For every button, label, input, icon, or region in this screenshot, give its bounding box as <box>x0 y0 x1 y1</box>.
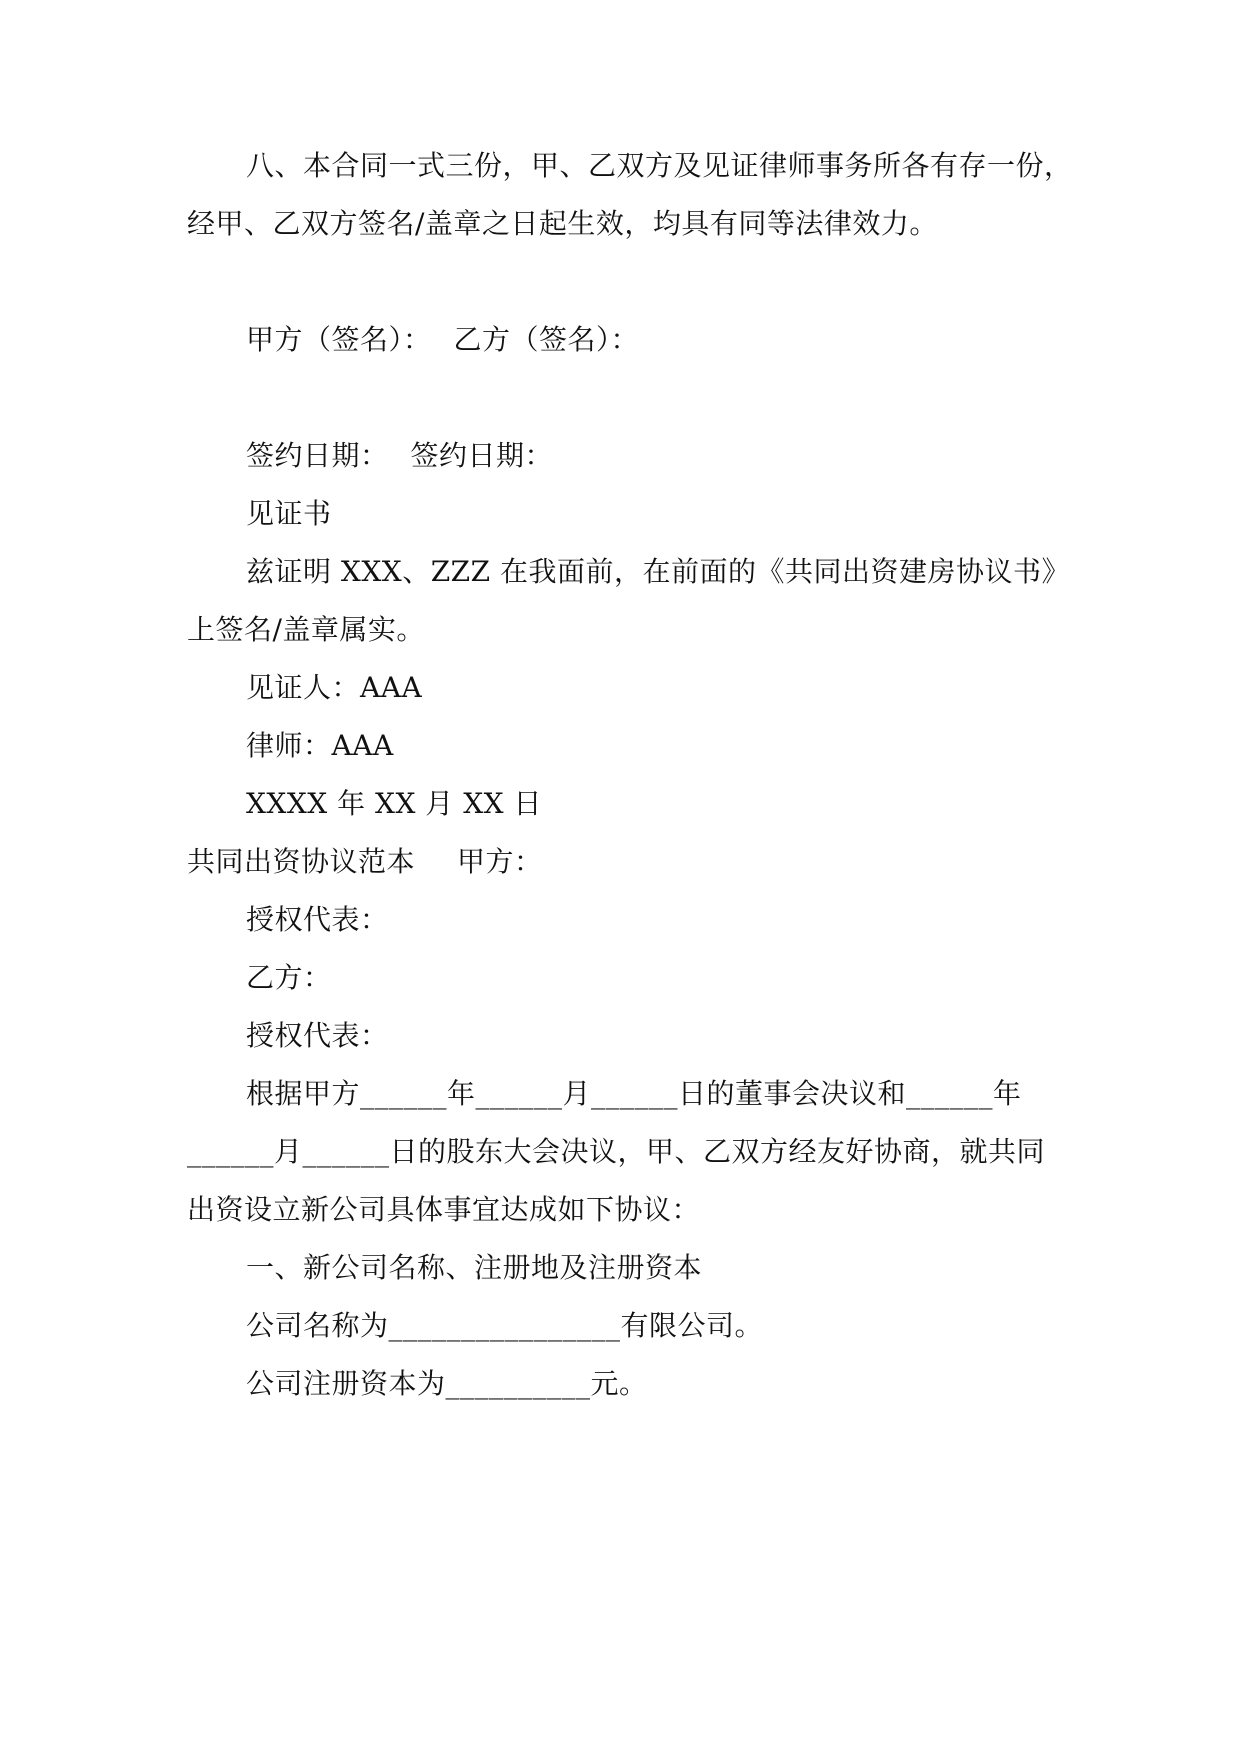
party-a-representative-label: 授权代表： <box>246 903 389 936</box>
company-name-line: 公司名称为________________有限公司。 <box>246 1309 764 1342</box>
preamble-line-1: 根据甲方______年______月______日的董事会决议和______年 <box>246 1077 1022 1110</box>
witness-statement-line-1: 兹证明 XXX、ZZZ 在我面前，在前面的《共同出资建房协议书》 <box>246 555 1070 588</box>
witness-statement-line-2: 上签名/盖章属实。 <box>187 613 425 646</box>
preamble-line-2: ______月______日的股东大会决议，甲、乙双方经友好协商，就共同 <box>187 1135 1046 1168</box>
witness-date-line: XXXX 年 XX 月 XX 日 <box>246 787 542 820</box>
witness-name-line: 见证人：AAA <box>246 671 423 704</box>
sign-date-row <box>246 436 1126 476</box>
agreement-header-row <box>187 842 1067 882</box>
agreement-title: 共同出资协议范本 <box>187 845 416 878</box>
party-a-signature-label: 甲方（签名）： <box>246 323 432 356</box>
section-1-title: 一、新公司名称、注册地及注册资本 <box>246 1251 703 1284</box>
clause-8-line-2: 经甲、乙双方签名/盖章之日起生效，均具有同等法律效力。 <box>187 207 938 240</box>
party-a-sign-date-label: 签约日期： <box>246 439 389 472</box>
party-b-sign-date-label: 签约日期： <box>410 439 554 472</box>
party-b-signature-label: 乙方（签名）： <box>453 323 640 356</box>
preamble-line-3: 出资设立新公司具体事宜达成如下协议： <box>187 1193 701 1226</box>
registered-capital-line: 公司注册资本为__________元。 <box>246 1367 648 1400</box>
clause-8-line-1: 八、本合同一式三份，甲、乙双方及见证律师事务所各有存一份， <box>246 149 1073 182</box>
agreement-party-a-label: 甲方： <box>457 845 543 878</box>
signature-row <box>246 320 1126 360</box>
witness-title: 见证书 <box>246 497 332 530</box>
party-b-representative-label: 授权代表： <box>246 1019 389 1052</box>
agreement-party-b-label: 乙方： <box>246 961 332 994</box>
lawyer-name-line: 律师：AAA <box>246 729 394 762</box>
